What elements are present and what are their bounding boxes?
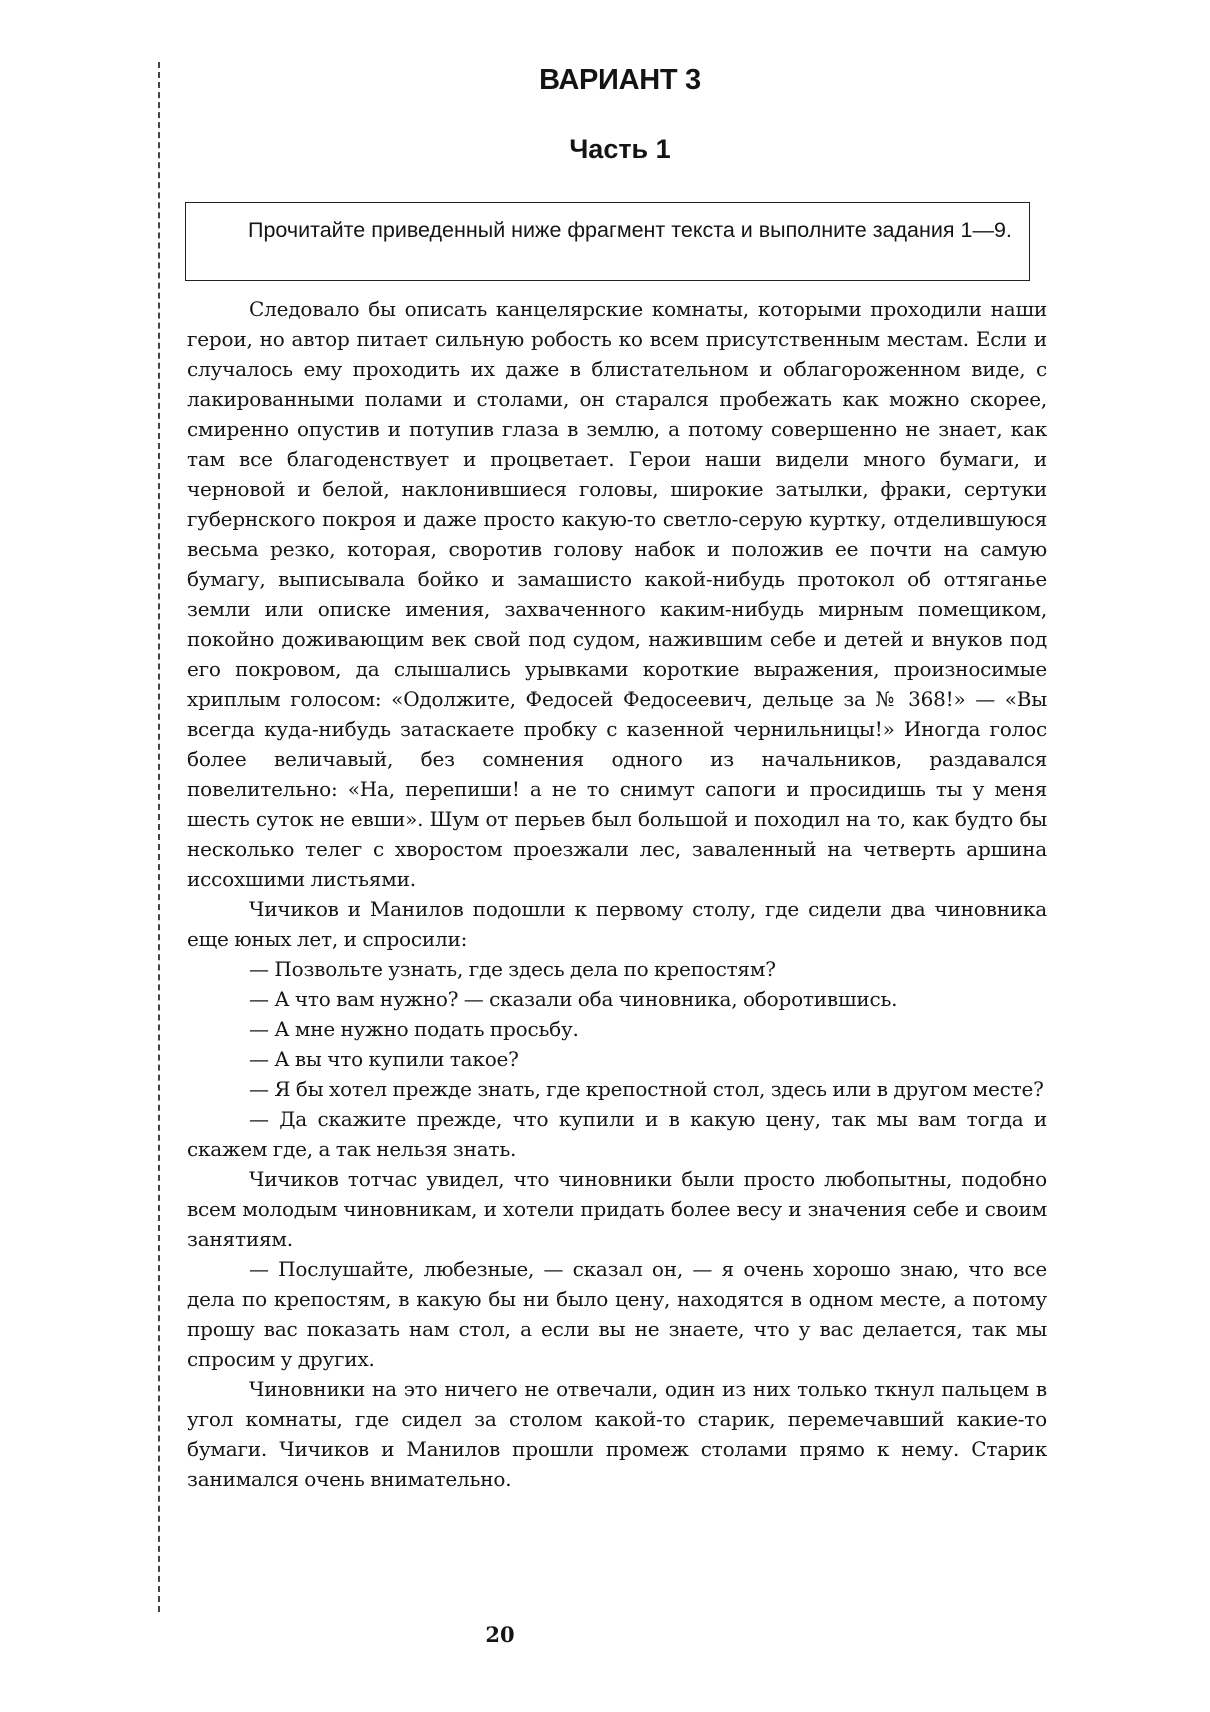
paragraph: Следовало бы описать канцелярские комнаты, которыми проходили наши герои, но автор питает сильную робость ко всем присутственным местам. Если и случалось ему проходить их даже в блистательном и облагороженном виде, с лакированными полами и столами, он старался пробежать как можно скорее, смиренно опустив и потупив глаза в землю, а потому совершенно не знает, как там все благоденствует и процветает. Герои наши видели много бумаги, и черновой и белой, наклонившиеся головы, широкие затылки, фраки, сертуки губернского покроя и даже просто какую-то светло-серую куртку, отделившуюся весьма резко, которая, своротив голову набок и положив ее почти на самую бумагу, выписывала бойко и замашисто какой-нибудь протокол об оттяганье земли или описке имения, захваченного каким-нибудь мирным помещиком, покойно доживающим век свой под судом, нажившим себе и детей и внуков под его покровом, да слышались урывками короткие выражения, произносимые хриплым голосом: «Одолжите, Федосей Федосеевич, дельце за № 368!» — «Вы всегда куда-нибудь затаскаете пробку с казенной чернильницы!» Иногда голос более величавый, без сомнения одного из начальников, раздавался повелительно: «На, перепиши! а не то снимут сапоги и просидишь ты у меня шесть суток не евши». Шум от перьев был большой и походил на то, как будто бы несколько телег с хворостом проезжали лес, заваленный на четверть аршина иссохшими листьями. [187,297,1047,891]
dialogue-line: — А что вам нужно? — сказали оба чиновника, оборотившись. [249,987,898,1011]
dialogue-line: — Послушайте, любезные, — сказал он, — я очень хорошо знаю, что все дела по крепостям, в какую бы ни было цену, находятся в одном месте, а потому прошу вас показать нам стол, а если вы не знаете, что у вас делается, так мы спросим у других. [187,1257,1047,1371]
dialogue-line: — Позвольте узнать, где здесь дела по крепостям? [249,957,776,981]
paragraph: Чичиков и Манилов подошли к первому столу, где сидели два чиновника еще юных лет, и спросили: [187,897,1047,951]
dialogue-line: — Я бы хотел прежде знать, где крепостной стол, здесь или в другом месте? [249,1077,1044,1101]
dialogue-line: — А вы что купили такое? [249,1047,519,1071]
dialogue-line: — А мне нужно подать просьбу. [249,1017,579,1041]
variant-title: ВАРИАНТ 3 [539,64,701,96]
cut-line [158,62,160,1612]
part-title: Часть 1 [569,134,671,164]
paragraph: Чиновники на это ничего не отвечали, один из них только ткнул пальцем в угол комнаты, где сидел за столом какой-то старик, перемечавший какие-то бумаги. Чичиков и Манилов прошли промеж столами прямо к нему. Старик занимался очень внимательно. [187,1377,1047,1491]
passage-text [187,294,1047,1494]
page-number: 20 [485,1622,515,1647]
task-instruction-box: Прочитайте приведенный ниже фрагмент текста и выполните задания 1—9. [185,202,1030,281]
paragraph: Чичиков тотчас увидел, что чиновники были просто любопытны, подобно всем молодым чиновникам, и хотели придать более весу и значения себе и своим занятиям. [187,1167,1047,1251]
dialogue-line: — Да скажите прежде, что купили и в какую цену, так мы вам тогда и скажем где, а так нельзя знать. [187,1107,1047,1161]
